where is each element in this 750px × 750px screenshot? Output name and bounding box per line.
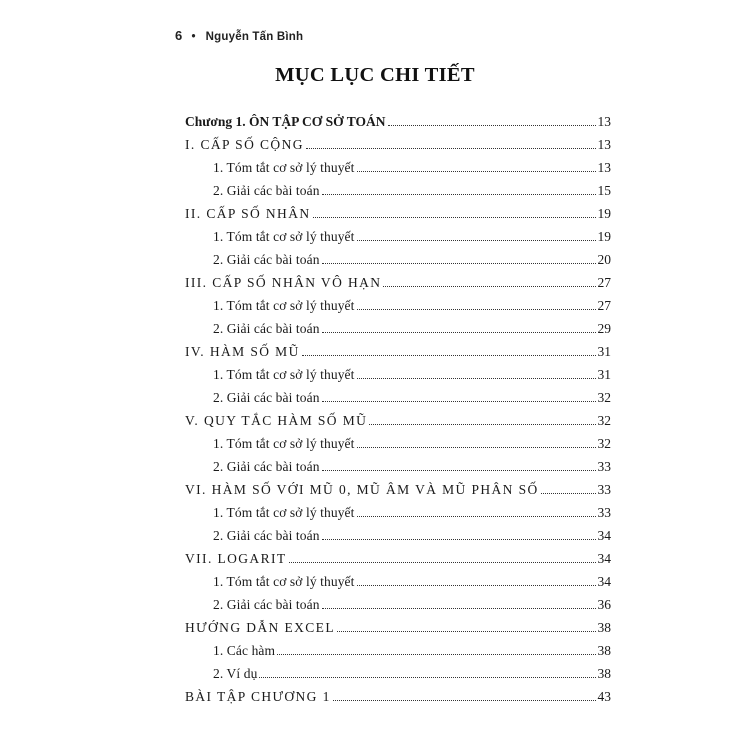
toc-entry — [185, 336, 611, 359]
toc-entry-label: BÀI TẬP CHƯƠNG 1 — [185, 689, 331, 704]
toc-entry — [185, 382, 611, 405]
toc-entry-label: 1. Các hàm — [213, 643, 276, 658]
toc-entry-page: 38 — [597, 666, 611, 681]
toc-entry-label: 1. Tóm tắt cơ sở lý thuyết — [213, 298, 355, 313]
toc-entry-label: 1. Tóm tắt cơ sở lý thuyết — [213, 367, 355, 382]
dot-leader — [337, 631, 596, 632]
toc-entry-page: 31 — [597, 367, 611, 382]
toc-entry-label: HƯỚNG DẪN EXCEL — [185, 620, 335, 635]
toc-entry-label: 2. Ví dụ — [213, 666, 258, 681]
dot-leader — [322, 194, 596, 195]
toc-entry-page: 29 — [597, 321, 611, 336]
toc-entry-label: II. CẤP SỐ NHÂN — [185, 206, 311, 221]
toc-entry-label: 1. Tóm tắt cơ sở lý thuyết — [213, 229, 355, 244]
toc-entry-label: VII. LOGARIT — [185, 551, 287, 566]
dot-leader — [357, 309, 596, 310]
dot-leader — [357, 585, 596, 586]
toc-entry — [185, 129, 611, 152]
toc-entry-page: 13 — [597, 137, 611, 152]
toc-entry — [185, 198, 611, 221]
running-header — [175, 28, 303, 43]
dot-leader — [313, 217, 596, 218]
dot-leader — [369, 424, 595, 425]
toc-entry-label: 2. Giải các bài toán — [213, 597, 320, 612]
toc-entry-page: 32 — [597, 390, 611, 405]
toc-entry-page: 38 — [597, 643, 611, 658]
toc-entry — [185, 497, 611, 520]
toc-entry-page: 27 — [597, 275, 611, 290]
toc-entry — [185, 405, 611, 428]
dot-leader — [277, 654, 595, 655]
page-title: MỤC LỤC CHI TIẾT — [275, 64, 475, 86]
toc-entry-page: 43 — [597, 689, 611, 704]
dot-leader — [322, 263, 596, 264]
toc-entry-label: V. QUY TẮC HÀM SỐ MŨ — [185, 413, 368, 428]
toc-entry — [185, 543, 611, 566]
dot-leader — [322, 470, 596, 471]
toc-entry-page: 32 — [597, 436, 611, 451]
toc-entry — [185, 359, 611, 382]
toc-entry-page: 38 — [597, 620, 611, 635]
toc-entry-label: 2. Giải các bài toán — [213, 252, 320, 267]
toc-entry-page: 13 — [597, 160, 611, 175]
author-name: Nguyễn Tấn Bình — [205, 31, 304, 43]
toc-entry-page: 36 — [597, 597, 611, 612]
toc-entry-page: 19 — [597, 206, 611, 221]
header-bullet: • — [191, 31, 196, 43]
toc-entry-page: 33 — [597, 459, 611, 474]
dot-leader — [357, 378, 596, 379]
toc-entry — [185, 106, 611, 129]
toc-entry — [185, 681, 611, 704]
dot-leader — [383, 286, 595, 287]
toc-entry-page: 34 — [597, 551, 611, 566]
toc-entry — [185, 451, 611, 474]
toc-entry-page: 34 — [597, 574, 611, 589]
dot-leader — [302, 355, 596, 356]
toc-entry — [185, 313, 611, 336]
toc-entry — [185, 175, 611, 198]
toc-entry-label: 2. Giải các bài toán — [213, 459, 320, 474]
dot-leader — [357, 516, 596, 517]
toc-entry-page: 34 — [597, 528, 611, 543]
toc-entry-label: 2. Giải các bài toán — [213, 183, 320, 198]
dot-leader — [322, 401, 596, 402]
dot-leader — [322, 608, 596, 609]
toc-entry-label: 1. Tóm tắt cơ sở lý thuyết — [213, 160, 355, 175]
toc-entry-label: 2. Giải các bài toán — [213, 390, 320, 405]
toc-entry-page: 32 — [597, 413, 611, 428]
toc-entry-label: 1. Tóm tắt cơ sở lý thuyết — [213, 574, 355, 589]
toc-entry-label: 2. Giải các bài toán — [213, 321, 320, 336]
dot-leader — [322, 332, 596, 333]
toc-entry — [185, 566, 611, 589]
toc-entry-page: 13 — [597, 114, 611, 129]
toc-entry-label: III. CẤP SỐ NHÂN VÔ HẠN — [185, 275, 382, 290]
toc-entry-label: I. CẤP SỐ CỘNG — [185, 137, 304, 152]
dot-leader — [357, 447, 596, 448]
dot-leader — [541, 493, 596, 494]
toc-entry — [185, 589, 611, 612]
toc-entry — [185, 520, 611, 543]
toc-entry-label: Chương 1. ÔN TẬP CƠ SỞ TOÁN — [185, 114, 386, 129]
toc-entry-page: 33 — [597, 482, 611, 497]
page-number: 6 — [175, 28, 183, 43]
dot-leader — [322, 539, 596, 540]
toc-entry-label: IV. HÀM SỐ MŨ — [185, 344, 300, 359]
toc-entry — [185, 428, 611, 451]
toc-entry-page: 19 — [597, 229, 611, 244]
toc-entry-label: VI. HÀM SỐ VỚI MŨ 0, MŨ ÂM VÀ MŨ PHÂN SỐ — [185, 482, 539, 497]
dot-leader — [306, 148, 596, 149]
toc-entry — [185, 612, 611, 635]
toc-entry — [185, 244, 611, 267]
toc-entry-label: 2. Giải các bài toán — [213, 528, 320, 543]
dot-leader — [388, 125, 596, 126]
toc-entry — [185, 658, 611, 681]
toc-entry-page: 33 — [597, 505, 611, 520]
toc-entry — [185, 267, 611, 290]
toc-entry — [185, 152, 611, 175]
toc-entry-label: 1. Tóm tắt cơ sở lý thuyết — [213, 505, 355, 520]
dot-leader — [259, 677, 595, 678]
dot-leader — [289, 562, 596, 563]
toc-entry-label: 1. Tóm tắt cơ sở lý thuyết — [213, 436, 355, 451]
table-of-contents — [185, 106, 611, 704]
dot-leader — [333, 700, 596, 701]
toc-entry — [185, 221, 611, 244]
toc-entry — [185, 290, 611, 313]
dot-leader — [357, 240, 596, 241]
toc-entry — [185, 635, 611, 658]
toc-entry-page: 31 — [597, 344, 611, 359]
toc-entry — [185, 474, 611, 497]
toc-entry-page: 20 — [597, 252, 611, 267]
toc-entry-page: 27 — [597, 298, 611, 313]
toc-entry-page: 15 — [597, 183, 611, 198]
dot-leader — [357, 171, 596, 172]
